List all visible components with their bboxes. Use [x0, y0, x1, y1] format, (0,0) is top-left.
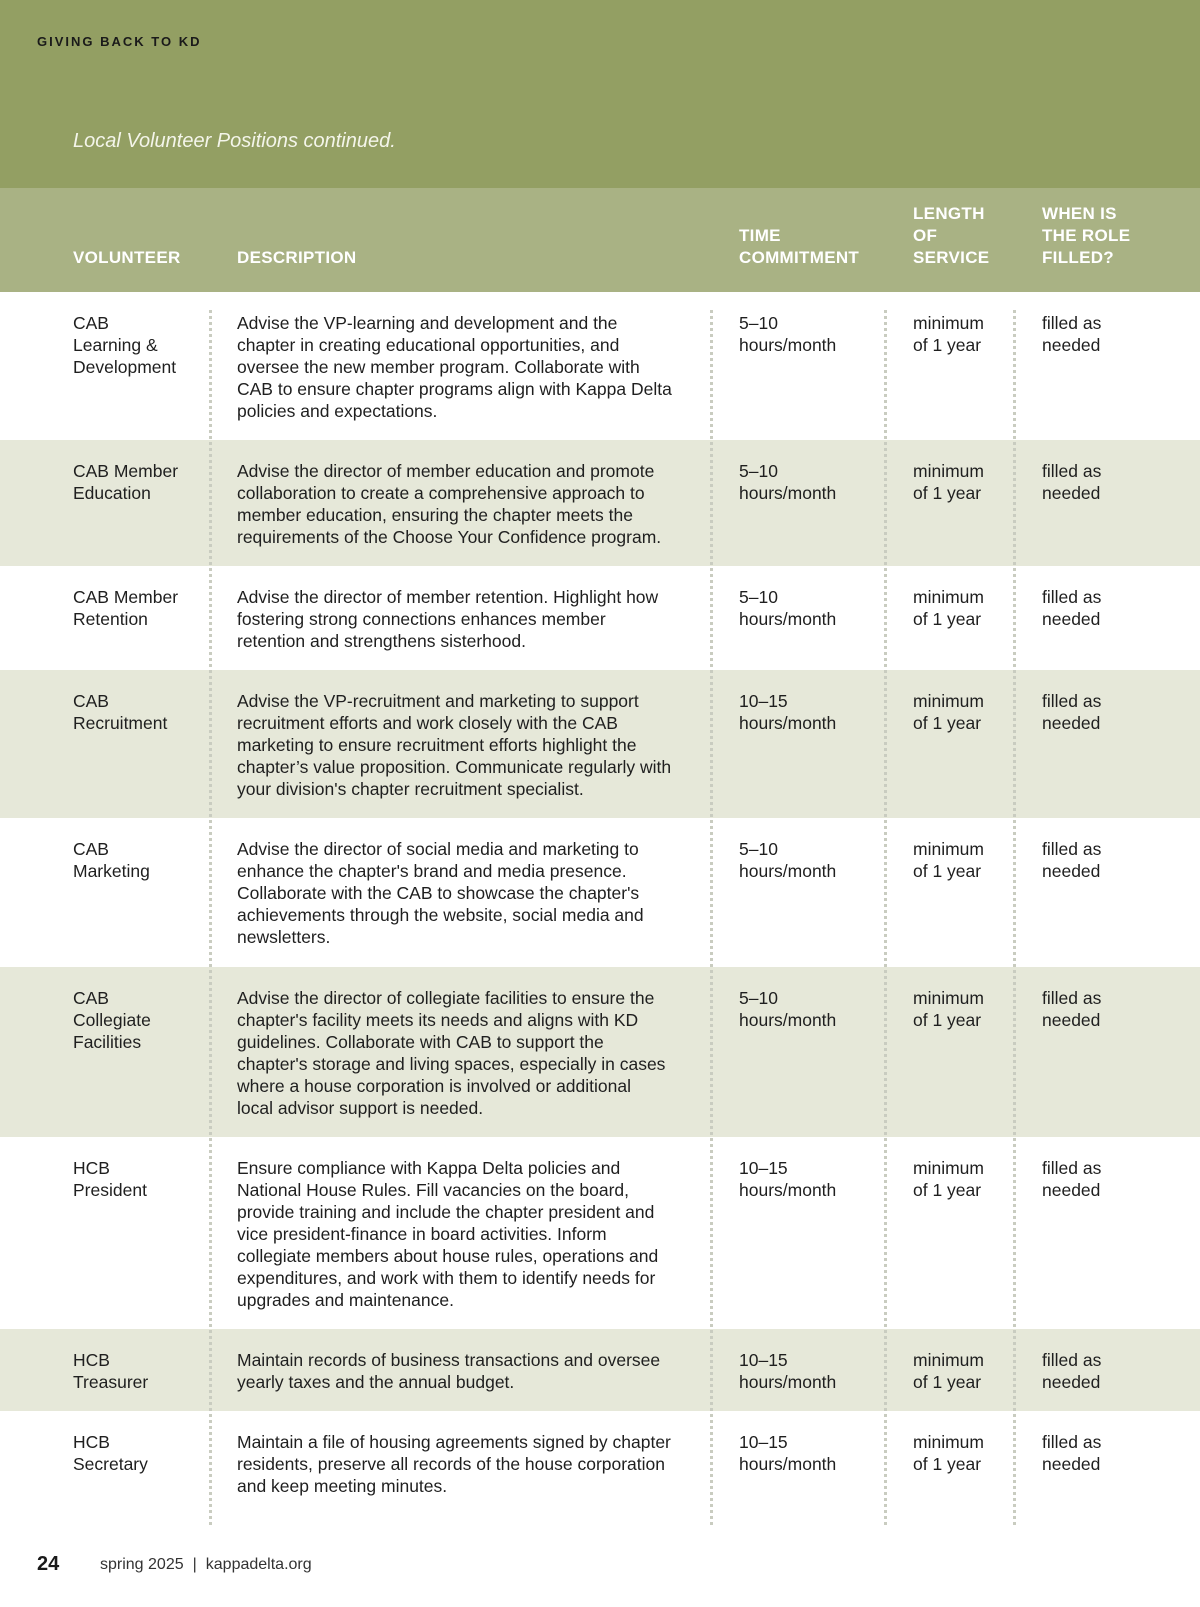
description-cell-line: achievements through the website, social media and: [237, 905, 644, 925]
time-commitment-cell-line: hours/month: [739, 483, 837, 503]
description-cell: [237, 312, 692, 422]
length-of-service-cell: [913, 312, 1013, 356]
table-row: [0, 292, 1200, 440]
column-header-length: [913, 203, 989, 269]
volunteer-cell-line: Marketing: [73, 861, 150, 881]
time-commitment-cell-line: hours/month: [739, 1372, 837, 1392]
length-of-service-cell: [913, 987, 1013, 1031]
column-header-length-line: LENGTH: [913, 204, 985, 223]
column-header-volunteer: VOLUNTEER: [73, 248, 181, 267]
page-subtitle: Local Volunteer Positions continued.: [73, 130, 396, 152]
time-commitment-cell-line: 10–15: [739, 691, 788, 711]
volunteer-cell: [73, 987, 213, 1053]
column-header-when-line: WHEN IS: [1042, 204, 1117, 223]
volunteer-cell-line: Secretary: [73, 1454, 148, 1474]
length-of-service-cell-line: of 1 year: [913, 713, 982, 733]
table-row: [0, 440, 1200, 566]
when-filled-cell-line: filled as: [1042, 461, 1102, 481]
length-of-service-cell: [913, 1157, 1013, 1201]
description-cell: [237, 987, 692, 1119]
time-commitment-cell-line: 10–15: [739, 1350, 788, 1370]
when-filled-cell-line: needed: [1042, 861, 1101, 881]
description-cell-line: yearly taxes and the annual budget.: [237, 1372, 515, 1392]
time-commitment-cell: [739, 1431, 869, 1475]
volunteer-cell-line: HCB: [73, 1158, 110, 1178]
description-cell-line: Advise the director of member education and promote: [237, 461, 655, 481]
length-of-service-cell-line: minimum: [913, 1158, 984, 1178]
description-cell-line: fostering strong connections enhances member: [237, 609, 606, 629]
volunteer-cell: [73, 586, 213, 630]
column-divider: [1013, 310, 1016, 1525]
when-filled-cell-line: needed: [1042, 335, 1101, 355]
when-filled-cell-line: needed: [1042, 1010, 1101, 1030]
when-filled-cell-line: needed: [1042, 483, 1101, 503]
description-cell-line: oversee the new member program. Collaborate with: [237, 357, 640, 377]
volunteer-cell: [73, 1157, 213, 1201]
column-header-when-line: FILLED?: [1042, 248, 1114, 267]
description-cell-line: upgrades and maintenance.: [237, 1290, 454, 1310]
time-commitment-cell-line: 5–10: [739, 839, 778, 859]
description-cell: [237, 838, 692, 948]
description-cell-line: Advise the director of collegiate facilities to ensure the: [237, 988, 655, 1008]
when-filled-cell: [1042, 987, 1152, 1031]
column-header-when-line: THE ROLE: [1042, 226, 1131, 245]
length-of-service-cell: [913, 690, 1013, 734]
description-cell-line: Advise the VP-recruitment and marketing to support: [237, 691, 639, 711]
when-filled-cell: [1042, 690, 1152, 734]
time-commitment-cell-line: 5–10: [739, 313, 778, 333]
description-cell-line: CAB to ensure chapter programs align with Kappa Delta: [237, 379, 672, 399]
length-of-service-cell-line: of 1 year: [913, 335, 982, 355]
length-of-service-cell-line: minimum: [913, 988, 984, 1008]
volunteer-cell-line: Collegiate: [73, 1010, 151, 1030]
volunteer-cell-line: Recruitment: [73, 713, 168, 733]
description-cell: [237, 460, 692, 548]
table-row: [0, 818, 1200, 967]
length-of-service-cell-line: minimum: [913, 461, 984, 481]
length-of-service-cell: [913, 1431, 1013, 1475]
length-of-service-cell-line: minimum: [913, 1350, 984, 1370]
description-cell-line: Advise the VP-learning and development and the: [237, 313, 618, 333]
description-cell-line: guidelines. Collaborate with CAB to support the: [237, 1032, 604, 1052]
volunteer-cell-line: CAB Member: [73, 461, 179, 481]
table-header: [0, 188, 1200, 292]
table-row: [0, 1137, 1200, 1329]
volunteer-table: [0, 292, 1200, 1532]
time-commitment-cell-line: hours/month: [739, 1010, 837, 1030]
description-cell-line: National House Rules. Fill vacancies on the board,: [237, 1180, 630, 1200]
length-of-service-cell-line: minimum: [913, 839, 984, 859]
when-filled-cell-line: needed: [1042, 1454, 1101, 1474]
volunteer-cell-line: Treasurer: [73, 1372, 149, 1392]
description-cell-line: chapter's storage and living spaces, especially in cases: [237, 1054, 666, 1074]
volunteer-cell-line: CAB: [73, 839, 109, 859]
when-filled-cell-line: needed: [1042, 1180, 1101, 1200]
description-cell-line: retention and strengthens sisterhood.: [237, 631, 526, 651]
volunteer-cell-line: HCB: [73, 1350, 110, 1370]
when-filled-cell-line: filled as: [1042, 988, 1102, 1008]
table-row: [0, 967, 1200, 1137]
description-cell-line: chapter's facility meets its needs and aligns with KD: [237, 1010, 639, 1030]
description-cell-line: and keep meeting minutes.: [237, 1476, 448, 1496]
page-number: 24: [37, 1553, 60, 1575]
volunteer-cell-line: CAB: [73, 691, 109, 711]
description-cell-line: chapter’s value proposition. Communicate regularly with: [237, 757, 672, 777]
footer-site: kappadelta.org: [205, 1556, 312, 1573]
description-cell-line: Ensure compliance with Kappa Delta policies and: [237, 1158, 621, 1178]
when-filled-cell: [1042, 1349, 1152, 1393]
length-of-service-cell-line: of 1 year: [913, 1010, 982, 1030]
when-filled-cell-line: filled as: [1042, 313, 1102, 333]
time-commitment-cell-line: 10–15: [739, 1432, 788, 1452]
volunteer-cell-line: CAB: [73, 313, 109, 333]
length-of-service-cell: [913, 1349, 1013, 1393]
length-of-service-cell-line: of 1 year: [913, 609, 982, 629]
when-filled-cell-line: filled as: [1042, 1158, 1102, 1178]
description-cell-line: recruitment efforts and work closely with the CAB: [237, 713, 618, 733]
description-cell-line: provide training and include the chapter president and: [237, 1202, 655, 1222]
description-cell: [237, 586, 692, 652]
time-commitment-cell: [739, 690, 869, 734]
length-of-service-cell-line: minimum: [913, 1432, 984, 1452]
footer-issue: spring 2025: [100, 1556, 184, 1573]
description-cell-line: Maintain records of business transactions and oversee: [237, 1350, 661, 1370]
length-of-service-cell-line: of 1 year: [913, 1372, 982, 1392]
table-row: [0, 670, 1200, 818]
volunteer-cell: [73, 1431, 213, 1475]
description-cell: [237, 1349, 692, 1393]
volunteer-cell-line: Learning &: [73, 335, 158, 355]
column-header-time-line: TIME: [739, 226, 781, 245]
volunteer-cell-line: Development: [73, 357, 177, 377]
description-cell-line: collaboration to create a comprehensive approach to: [237, 483, 645, 503]
when-filled-cell: [1042, 586, 1152, 630]
description-cell-line: newsletters.: [237, 927, 331, 947]
time-commitment-cell-line: hours/month: [739, 1454, 837, 1474]
description-cell-line: vice president-finance in board activities. Inform: [237, 1224, 607, 1244]
time-commitment-cell-line: 10–15: [739, 1158, 788, 1178]
when-filled-cell: [1042, 1157, 1152, 1201]
column-divider: [209, 310, 212, 1525]
column-divider: [884, 310, 887, 1525]
time-commitment-cell: [739, 586, 869, 630]
description-cell-line: Advise the director of member retention. Highlight how: [237, 587, 659, 607]
volunteer-cell: [73, 1349, 213, 1393]
volunteer-cell: [73, 690, 213, 734]
description-cell-line: chapter in creating educational opportunities, and: [237, 335, 620, 355]
footer-separator: |: [192, 1556, 197, 1573]
length-of-service-cell-line: of 1 year: [913, 1180, 982, 1200]
length-of-service-cell-line: of 1 year: [913, 861, 982, 881]
volunteer-cell-line: CAB Member: [73, 587, 179, 607]
description-cell-line: collegiate members about house rules, operations and: [237, 1246, 659, 1266]
description-cell-line: enhance the chapter's brand and media presence.: [237, 861, 627, 881]
length-of-service-cell-line: minimum: [913, 691, 984, 711]
time-commitment-cell: [739, 1349, 869, 1393]
when-filled-cell-line: filled as: [1042, 587, 1102, 607]
length-of-service-cell-line: minimum: [913, 587, 984, 607]
description-cell-line: Collaborate with the CAB to showcase the chapter's: [237, 883, 640, 903]
column-header-time: [739, 225, 859, 269]
table-row: [0, 1411, 1200, 1532]
time-commitment-cell: [739, 838, 869, 882]
time-commitment-cell: [739, 460, 869, 504]
length-of-service-cell: [913, 460, 1013, 504]
description-cell-line: Advise the director of social media and marketing to: [237, 839, 639, 859]
length-of-service-cell-line: of 1 year: [913, 483, 982, 503]
column-header-time-line: COMMITMENT: [739, 248, 860, 267]
when-filled-cell-line: needed: [1042, 609, 1101, 629]
length-of-service-cell: [913, 586, 1013, 630]
column-header-length-line: SERVICE: [913, 248, 990, 267]
time-commitment-cell: [739, 312, 869, 356]
description-cell-line: marketing to ensure recruitment efforts highlight the: [237, 735, 637, 755]
time-commitment-cell-line: hours/month: [739, 609, 837, 629]
when-filled-cell-line: filled as: [1042, 839, 1102, 859]
time-commitment-cell-line: hours/month: [739, 861, 837, 881]
description-cell: [237, 1157, 692, 1311]
time-commitment-cell: [739, 1157, 869, 1201]
when-filled-cell: [1042, 1431, 1152, 1475]
time-commitment-cell-line: hours/month: [739, 335, 837, 355]
description-cell-line: policies and expectations.: [237, 401, 438, 421]
time-commitment-cell: [739, 987, 869, 1031]
volunteer-cell-line: President: [73, 1180, 147, 1200]
time-commitment-cell-line: hours/month: [739, 713, 837, 733]
description-cell: [237, 690, 692, 800]
when-filled-cell: [1042, 838, 1152, 882]
volunteer-cell: [73, 838, 213, 882]
volunteer-cell-line: HCB: [73, 1432, 110, 1452]
description-cell-line: member education, ensuring the chapter meets the: [237, 505, 633, 525]
column-header-length-line: OF: [913, 226, 938, 245]
description-cell-line: requirements of the Choose Your Confidence program.: [237, 527, 662, 547]
time-commitment-cell-line: 5–10: [739, 587, 778, 607]
volunteer-cell: [73, 460, 213, 504]
volunteer-cell-line: Education: [73, 483, 151, 503]
description-cell-line: Maintain a file of housing agreements signed by chapter: [237, 1432, 671, 1452]
when-filled-cell-line: needed: [1042, 1372, 1101, 1392]
time-commitment-cell-line: hours/month: [739, 1180, 837, 1200]
length-of-service-cell-line: minimum: [913, 313, 984, 333]
length-of-service-cell: [913, 838, 1013, 882]
table-row: [0, 1329, 1200, 1411]
volunteer-cell-line: CAB: [73, 988, 109, 1008]
description-cell-line: where a house corporation is involved or additional: [237, 1076, 631, 1096]
description-cell-line: expenditures, and work with them to identify needs for: [237, 1268, 656, 1288]
description-cell: [237, 1431, 692, 1497]
when-filled-cell-line: needed: [1042, 713, 1101, 733]
header-band-top: [0, 0, 1200, 188]
time-commitment-cell-line: 5–10: [739, 461, 778, 481]
footer-text: [100, 1556, 312, 1574]
when-filled-cell-line: filled as: [1042, 691, 1102, 711]
section-label: GIVING BACK TO KD: [37, 34, 202, 49]
description-cell-line: local advisor support is needed.: [237, 1098, 484, 1118]
description-cell-line: your division's chapter recruitment specialist.: [237, 779, 584, 799]
column-header-when: [1042, 203, 1130, 269]
description-cell-line: residents, preserve all records of the house corporation: [237, 1454, 666, 1474]
when-filled-cell: [1042, 312, 1152, 356]
table-row: [0, 566, 1200, 670]
volunteer-cell-line: Facilities: [73, 1032, 142, 1052]
when-filled-cell: [1042, 460, 1152, 504]
column-divider: [710, 310, 713, 1525]
column-header-description: DESCRIPTION: [237, 248, 357, 267]
volunteer-cell-line: Retention: [73, 609, 148, 629]
length-of-service-cell-line: of 1 year: [913, 1454, 982, 1474]
when-filled-cell-line: filled as: [1042, 1432, 1102, 1452]
volunteer-cell: [73, 312, 213, 378]
when-filled-cell-line: filled as: [1042, 1350, 1102, 1370]
time-commitment-cell-line: 5–10: [739, 988, 778, 1008]
